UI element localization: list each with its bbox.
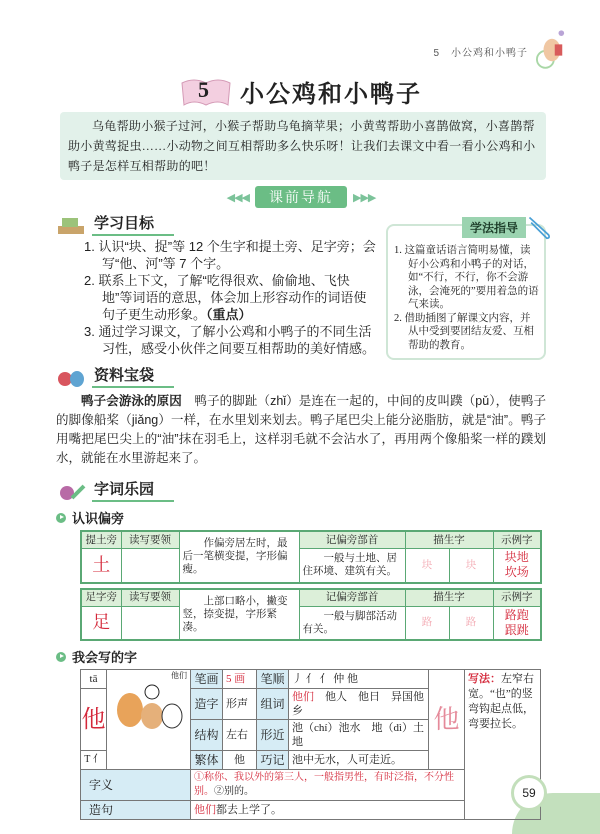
page-content [56, 72, 546, 820]
goals-list [84, 238, 378, 357]
trace-char: 路 [449, 606, 493, 640]
meaning-label: 字义 [81, 770, 191, 801]
lesson-number: 5 [198, 77, 209, 102]
trace-char: 块 [449, 549, 493, 583]
image-caption: 他们 [171, 671, 187, 680]
trace-char: 块 [405, 549, 449, 583]
example-label: 示例字 [493, 531, 541, 549]
trad: 他 [223, 751, 257, 770]
tip-item: 1. 这篇童话语言简明易懂，读好小公鸡和小鸭子的对话，如“不行，不行，你不会游泳，会淹死的”要用着急的语气来读。 [394, 245, 539, 310]
meaning: ①称你、我以外的第三人，一般指男性，有时泛指，不分性别。②别的。 [191, 770, 465, 801]
lesson-badge [180, 75, 232, 107]
similar: 池（chí）池水 地（dì）土地 [289, 720, 429, 751]
section-goals [56, 212, 378, 236]
example-chars: 路跑 跟跳 [493, 606, 541, 640]
goal-item: 2. 联系上下文，了解“吃得很欢、偷偷地、飞快地”等词语的意思，体会加上形容动作的词语使句子更生动形象。（重点） [84, 273, 367, 322]
goals-column [56, 208, 378, 357]
stroke-order: 丿 亻 亻 仲 他 [289, 670, 429, 689]
radical-tip: 上部口略小，撇变竖，捺变提，字形紧凑。 [179, 589, 299, 641]
section-resource [56, 364, 546, 388]
resource-lead: 鸭子会游泳的原因 [81, 394, 182, 408]
empty-cell [121, 549, 179, 583]
goals-row [56, 208, 546, 360]
key-mark: （重点） [206, 307, 252, 322]
words-label: 组词 [257, 689, 289, 720]
form-label: 造字 [191, 689, 223, 720]
veggie-icon [56, 480, 86, 502]
tip-item: 2. 借助插图了解课文内容，并从中受到要团结友爱、互相帮助的教育。 [394, 312, 534, 351]
radical-name: 提土旁 [81, 531, 121, 549]
trad-label: 繁体 [191, 751, 223, 770]
intro-box: 乌龟帮助小猴子过河，小猴子帮助乌龟摘苹果；小黄莺帮助小喜鹊做窝，小喜鹊帮助小黄莺捉虫……小动物之间互相帮助多么快乐呀！让我们去课文中看一看小公鸡和小鸭子是怎样互相帮助的吧！ [60, 112, 546, 180]
method-tip-tag: 学法指导 [462, 217, 526, 238]
radical-name: 足字旁 [81, 589, 121, 607]
memo-label: 记偏旁部首 [299, 531, 405, 549]
method-tip-box [386, 221, 546, 360]
practice-char: 他 [429, 670, 465, 770]
bag-icon [56, 366, 86, 388]
radical-table-2 [80, 588, 542, 642]
right-arrows-icon: ▶▶▶ [353, 191, 376, 204]
structure-label: 结构 [191, 720, 223, 751]
page-title: 小公鸡和小鸭子 [240, 81, 422, 108]
char-table [80, 669, 541, 820]
method-tip-list [394, 244, 540, 352]
radical-memo: 一般与土地、居住环境、建筑有关。 [299, 549, 405, 583]
structure: 左右 [223, 720, 257, 751]
nav-banner [56, 186, 546, 208]
radical-glyph: 土 [81, 549, 121, 583]
title-row [56, 72, 546, 110]
write-tip: 左窄右宽。“也”的竖弯钩起点低，弯要拉长。 [468, 673, 534, 730]
char-index: T 亻 [81, 751, 107, 770]
paperclip-icon [526, 214, 552, 240]
similar-label: 形近 [257, 720, 289, 751]
example-label: 示例字 [493, 589, 541, 607]
write-subheading: 我会写的字 [56, 647, 546, 666]
radical-tip: 作偏旁居左时，最后一笔横变提，字形偏瘦。 [179, 531, 299, 583]
sentence: 他们都去上学了。 [191, 801, 465, 820]
strokes: 5 画 [223, 670, 257, 689]
nav-banner-label: 课前导航 [255, 186, 347, 208]
radical-table-1 [80, 530, 542, 584]
char-glyph: 他 [81, 689, 107, 751]
goal-item: 3. 通过学习课文，了解小公鸡和小鸭子的不同生活习性，感受小伙伴之间要互相帮助的美好情感。 [84, 324, 376, 356]
sentence-label: 造句 [81, 801, 191, 820]
strokes-label: 笔画 [191, 670, 223, 689]
trace-char: 路 [405, 606, 449, 640]
empty-cell [121, 606, 179, 640]
trace-label: 描生字 [405, 589, 493, 607]
mnemonic-label: 巧记 [257, 751, 289, 770]
books-icon [56, 214, 86, 236]
resource-heading: 资料宝袋 [92, 364, 174, 388]
cartoon-illustration [111, 680, 187, 736]
char-pinyin: tā [81, 670, 107, 689]
left-arrows-icon: ◀◀◀ [226, 191, 249, 204]
mascot-icon [536, 26, 566, 74]
resource-paragraph: 鸭子会游泳的原因 鸭子的脚趾（zhǐ）是连在一起的，中间的皮叫蹼（pǔ），使鸭子的脚像船桨（jiǎng）一样，在水里划来划去。鸭子尾巴尖上能分泌脂肪，就是“油”。鸭子用嘴把尾巴尖上的“油”抹在羽毛上，这样羽毛就不会沾水了，再用两个像船桨一样的蹼划水，就能在水里游起来了。 [56, 394, 546, 465]
goals-heading: 学习目标 [92, 212, 174, 236]
running-header: 5 小公鸡和小鸭子 [433, 48, 528, 59]
tip-label: 读写要领 [121, 531, 179, 549]
section-word-garden [56, 478, 546, 502]
word-garden-heading: 字词乐园 [92, 478, 174, 502]
example-chars: 块地 坎场 [493, 549, 541, 583]
mnemonic: 池中无水，人可走近。 [289, 751, 429, 770]
radical-memo: 一般与脚部活动有关。 [299, 606, 405, 640]
tip-label: 读写要领 [121, 589, 179, 607]
play-dot-icon [56, 652, 66, 662]
memo-label: 记偏旁部首 [299, 589, 405, 607]
page-number: 59 [511, 775, 547, 811]
words: 他们 他人 他日 异国他乡 [289, 689, 429, 720]
radical-glyph: 足 [81, 606, 121, 640]
write-tip-cell: 写法：左窄右宽。“也”的竖弯钩起点低，弯要拉长。 [465, 670, 541, 820]
order-label: 笔顺 [257, 670, 289, 689]
radicals-subheading: 认识偏旁 [56, 508, 546, 527]
illustration-cell [107, 670, 191, 770]
goal-item: 1. 认识“块、捉”等 12 个生字和提土旁、足字旁；会写“他、河”等 7 个字。 [84, 239, 376, 271]
trace-label: 描生字 [405, 531, 493, 549]
play-dot-icon [56, 513, 66, 523]
form: 形声 [223, 689, 257, 720]
